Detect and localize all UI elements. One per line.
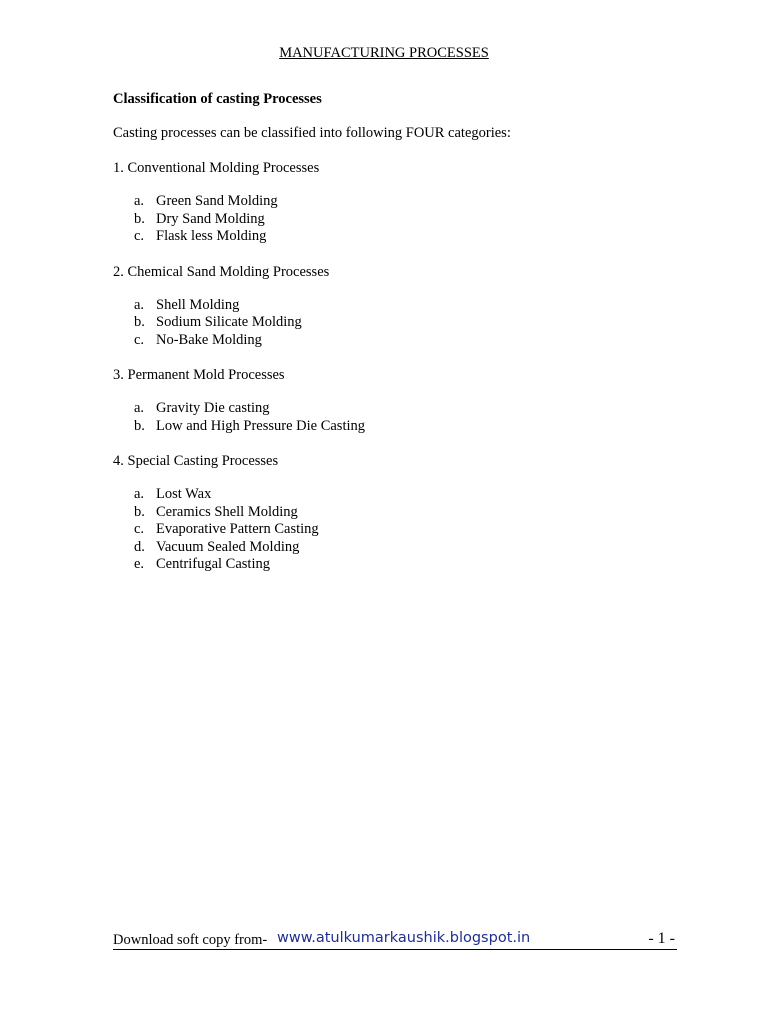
list-item-text: Sodium Silicate Molding — [156, 314, 302, 330]
list-item — [113, 193, 693, 211]
category-items — [113, 297, 693, 350]
list-item — [113, 400, 693, 418]
list-item — [113, 539, 693, 557]
list-item — [113, 504, 693, 522]
category-3 — [113, 366, 693, 435]
list-item-letter: b. — [134, 417, 145, 434]
list-item — [113, 314, 693, 332]
list-item-text: Flask less Molding — [156, 228, 267, 244]
footer-label: Download soft copy from- — [113, 932, 268, 948]
category-title: 4. Special Casting Processes — [113, 453, 279, 469]
list-item-letter: a. — [134, 400, 145, 416]
section-heading: Classification of casting Processes — [113, 91, 322, 107]
category-items — [113, 486, 693, 574]
list-item — [113, 521, 693, 539]
list-item — [113, 211, 693, 229]
list-item-letter: b. — [134, 503, 145, 520]
category-1 — [113, 159, 693, 246]
list-item-text: Centrifugal Casting — [156, 556, 270, 572]
list-item-text: Green Sand Molding — [156, 193, 278, 209]
category-items — [113, 193, 693, 246]
list-item-letter: e. — [134, 556, 145, 572]
list-item-letter: b. — [134, 314, 145, 330]
list-item-letter: a. — [134, 193, 145, 209]
list-item — [113, 332, 693, 350]
list-item — [113, 418, 693, 436]
list-item — [113, 228, 693, 246]
page-title: MANUFACTURING PROCESSES — [279, 45, 489, 61]
page-footer — [113, 929, 677, 950]
category-2 — [113, 263, 693, 350]
list-item-text: Lost Wax — [156, 486, 212, 502]
list-item-letter: a. — [134, 486, 145, 502]
list-item — [113, 486, 693, 504]
list-item-text: Low and High Pressure Die Casting — [156, 417, 366, 434]
list-item-text: Vacuum Sealed Molding — [156, 538, 300, 555]
list-item-text: Evaporative Pattern Casting — [156, 521, 319, 537]
category-title: 3. Permanent Mold Processes — [113, 367, 285, 383]
list-item-letter: a. — [134, 296, 145, 313]
intro-paragraph: Casting processes can be classified into following FOUR categories: — [113, 125, 511, 141]
category-items — [113, 400, 693, 435]
document-body — [113, 90, 693, 591]
page-number: - 1 - — [648, 930, 675, 947]
list-item-letter: c. — [134, 228, 145, 244]
list-item-letter: c. — [134, 331, 145, 348]
list-item — [113, 297, 693, 315]
category-title: 1. Conventional Molding Processes — [113, 160, 320, 176]
list-item-text: Dry Sand Molding — [156, 210, 265, 227]
list-item-letter: b. — [134, 210, 145, 227]
list-item-letter: d. — [134, 538, 145, 555]
list-item-letter: c. — [134, 521, 145, 537]
category-4 — [113, 452, 693, 574]
list-item-text: Ceramics Shell Molding — [156, 503, 298, 520]
list-item-text: No-Bake Molding — [156, 331, 262, 348]
list-item-text: Shell Molding — [156, 296, 240, 313]
footer-link[interactable]: www.atulkumarkaushik.blogspot.in — [277, 930, 531, 946]
list-item — [113, 556, 693, 574]
list-item-text: Gravity Die casting — [156, 400, 270, 416]
category-title: 2. Chemical Sand Molding Processes — [113, 263, 330, 280]
